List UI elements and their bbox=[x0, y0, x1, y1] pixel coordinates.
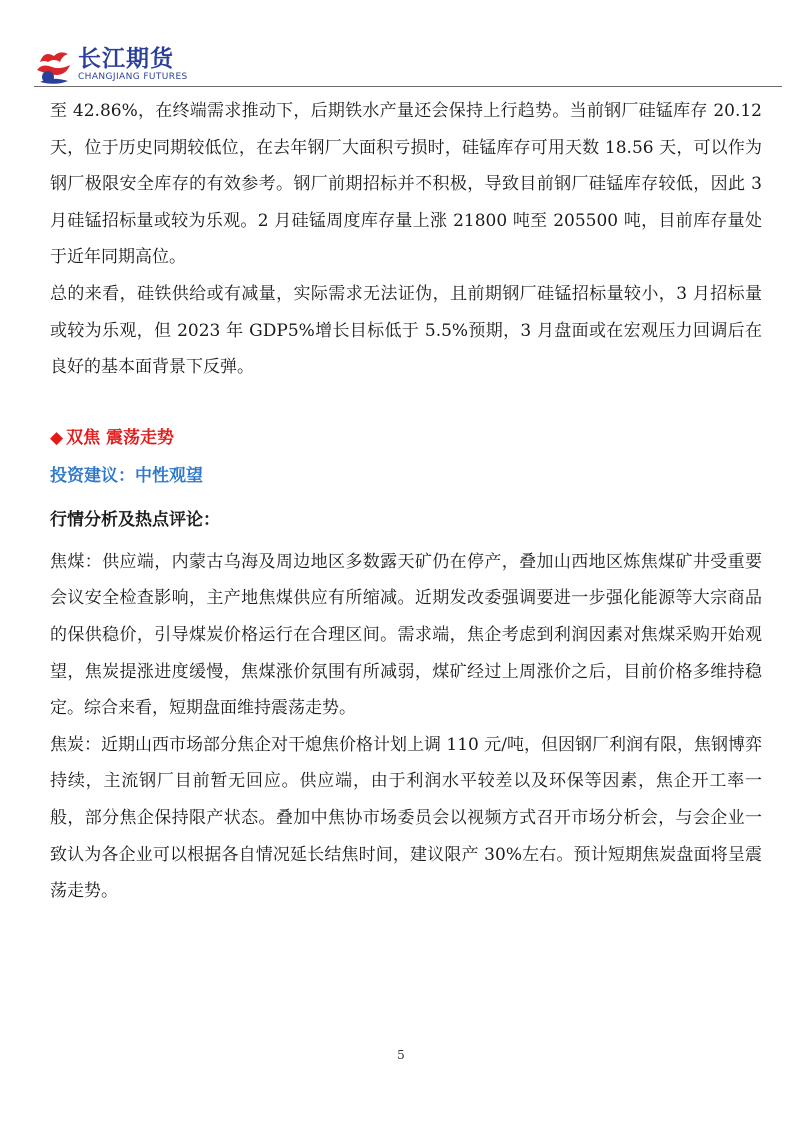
changjiang-logo-icon bbox=[34, 48, 74, 86]
page-header bbox=[34, 44, 782, 87]
logo-chinese-name: 长江期货 bbox=[78, 46, 174, 72]
section-title bbox=[50, 420, 762, 456]
analysis-heading: 行情分析及热点评论： bbox=[50, 509, 220, 530]
section-title-text: 双焦 震荡走势 bbox=[66, 427, 174, 448]
page-number: 5 bbox=[397, 1048, 405, 1062]
investment-suggestion: 投资建议：中性观望 bbox=[50, 465, 203, 486]
paragraph-summary: 总的来看，硅铁供给或有减量，实际需求无法证伪，且前期钢厂硅锰招标量较小，3 月招标量或较为乐观，但 2023 年 GDP5%增长目标低于 5.5%预期，3 月盘面或在宏观压力回调后在良好的基本面背景下反弹。 bbox=[50, 283, 762, 378]
paragraph-coke: 焦炭：近期山西市场部分焦企对干熄焦价格计划上调 110 元/吨，但因钢厂利润有限，焦钢博弈持续，主流钢厂目前暂无回应。供应端，由于利润水平较差以及环保等因素，焦企开工率一般，部分焦企保持限产状态。叠加中焦协市场委员会以视频方式召开市场分析会，与会企业一致认为各企业可以根据各自情况延长结焦时间，建议限产 30%左右。预计短期焦炭盘面将呈震荡走势。 bbox=[50, 734, 762, 902]
page-body bbox=[50, 93, 762, 910]
logo-english-name: CHANGJIANG FUTURES bbox=[78, 72, 188, 82]
diamond-bullet-icon: ◆ bbox=[50, 427, 64, 448]
paragraph-silicomanganese-inventory: 至 42.86%，在终端需求推动下，后期铁水产量还会保持上行趋势。当前钢厂硅锰库存 20.12 天，位于历史同期较低位，在去年钢厂大面积亏损时，硅锰库存可用天数 18.56 天，可以作为钢厂极限安全库存的有效参考。钢厂前期招标并不积极，导致目前钢厂硅锰库存较低，因此 3 月硅锰招标量或较为乐观。2 月硅锰周度库存量上涨 21800 吨至 205500 吨，目前库存量处于近年同期高位。 bbox=[50, 101, 762, 268]
paragraph-coking-coal: 焦煤：供应端，内蒙古乌海及周边地区多数露天矿仍在停产，叠加山西地区炼焦煤矿井受重要会议安全检查影响，主产地焦煤供应有所缩减。近期发改委强调要进一步强化能源等大宗商品的保供稳价，引导煤炭价格运行在合理区间。需求端，焦企考虑到利润因素对焦煤采购开始观望，焦炭提涨进度缓慢，焦煤涨价氛围有所减弱，煤矿经过上周涨价之后，目前价格多维持稳定。综合来看，短期盘面维持震荡走势。 bbox=[50, 551, 762, 719]
